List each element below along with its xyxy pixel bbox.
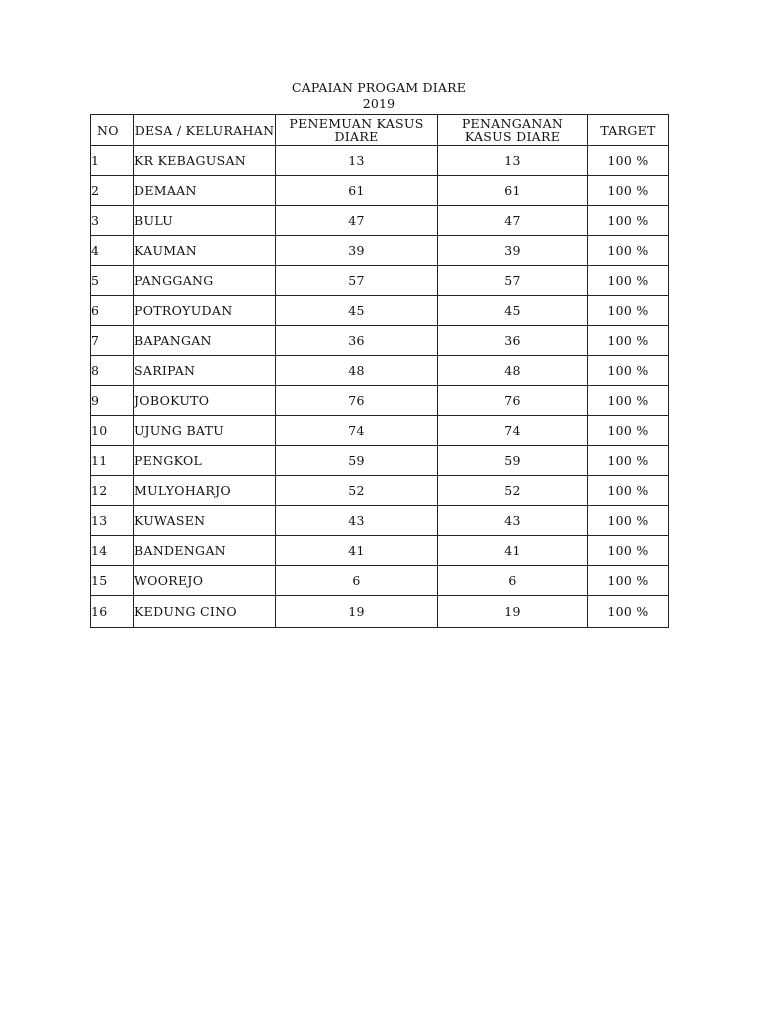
cell-target: 100 % (588, 536, 669, 566)
cell-target: 100 % (588, 506, 669, 536)
cell-target: 100 % (588, 146, 669, 176)
table-row (91, 506, 669, 536)
cell-no: 5 (91, 266, 134, 296)
cell-desa: PENGKOL (134, 446, 276, 476)
document-title: CAPAIAN PROGAM DIARE (291, 80, 467, 95)
cell-no: 9 (91, 386, 134, 416)
cell-target: 100 % (588, 566, 669, 596)
cell-desa: DEMAAN (134, 176, 276, 206)
table-row (91, 416, 669, 446)
cell-no: 1 (91, 146, 134, 176)
cell-penemuan: 61 (276, 176, 438, 206)
cell-desa: KUWASEN (134, 506, 276, 536)
cell-penemuan: 48 (276, 356, 438, 386)
cell-penanganan: 43 (438, 506, 588, 536)
cell-no: 2 (91, 176, 134, 206)
cell-desa: KEDUNG CINO (134, 596, 276, 628)
header-penanganan: PENANGANAN KASUS DIARE (438, 115, 588, 146)
cell-penemuan: 36 (276, 326, 438, 356)
table-row (91, 236, 669, 266)
cell-penanganan: 76 (438, 386, 588, 416)
cell-desa: KR KEBAGUSAN (134, 146, 276, 176)
cell-penemuan: 45 (276, 296, 438, 326)
cell-target: 100 % (588, 476, 669, 506)
table-row (91, 536, 669, 566)
cell-no: 12 (91, 476, 134, 506)
cell-desa: PANGGANG (134, 266, 276, 296)
cell-no: 6 (91, 296, 134, 326)
cell-penemuan: 47 (276, 206, 438, 236)
header-desa: DESA / KELURAHAN (134, 115, 276, 146)
cell-target: 100 % (588, 266, 669, 296)
cell-no: 15 (91, 566, 134, 596)
table-row (91, 476, 669, 506)
cell-penemuan: 59 (276, 446, 438, 476)
diare-table (90, 114, 669, 628)
cell-desa: BANDENGAN (134, 536, 276, 566)
table-row (91, 446, 669, 476)
table-row (91, 266, 669, 296)
cell-penanganan: 39 (438, 236, 588, 266)
header-penemuan: PENEMUAN KASUS DIARE (276, 115, 438, 146)
cell-penanganan: 36 (438, 326, 588, 356)
cell-target: 100 % (588, 326, 669, 356)
cell-target: 100 % (588, 236, 669, 266)
cell-penanganan: 59 (438, 446, 588, 476)
cell-target: 100 % (588, 446, 669, 476)
cell-penemuan: 52 (276, 476, 438, 506)
cell-target: 100 % (588, 416, 669, 446)
table-row (91, 596, 669, 628)
cell-desa: BAPANGAN (134, 326, 276, 356)
cell-penemuan: 76 (276, 386, 438, 416)
cell-desa: JOBOKUTO (134, 386, 276, 416)
document-year: 2019 (362, 96, 396, 111)
cell-target: 100 % (588, 206, 669, 236)
cell-no: 8 (91, 356, 134, 386)
cell-penemuan: 74 (276, 416, 438, 446)
cell-penemuan: 57 (276, 266, 438, 296)
cell-desa: UJUNG BATU (134, 416, 276, 446)
cell-no: 4 (91, 236, 134, 266)
table-header-row (91, 115, 669, 146)
table-row (91, 566, 669, 596)
cell-penanganan: 57 (438, 266, 588, 296)
cell-penemuan: 13 (276, 146, 438, 176)
table-row (91, 296, 669, 326)
cell-penanganan: 74 (438, 416, 588, 446)
cell-no: 3 (91, 206, 134, 236)
cell-target: 100 % (588, 356, 669, 386)
cell-penanganan: 41 (438, 536, 588, 566)
table-row (91, 356, 669, 386)
cell-penemuan: 43 (276, 506, 438, 536)
cell-penanganan: 48 (438, 356, 588, 386)
table-row (91, 176, 669, 206)
cell-penemuan: 41 (276, 536, 438, 566)
cell-penemuan: 39 (276, 236, 438, 266)
cell-penanganan: 45 (438, 296, 588, 326)
cell-penanganan: 19 (438, 596, 588, 628)
cell-penanganan: 61 (438, 176, 588, 206)
cell-penanganan: 52 (438, 476, 588, 506)
header-target: TARGET (588, 115, 669, 146)
cell-target: 100 % (588, 596, 669, 628)
cell-desa: WOOREJO (134, 566, 276, 596)
cell-target: 100 % (588, 176, 669, 206)
cell-penemuan: 6 (276, 566, 438, 596)
cell-target: 100 % (588, 296, 669, 326)
cell-desa: POTROYUDAN (134, 296, 276, 326)
cell-no: 13 (91, 506, 134, 536)
table-row (91, 146, 669, 176)
cell-no: 11 (91, 446, 134, 476)
cell-desa: BULU (134, 206, 276, 236)
table-row (91, 326, 669, 356)
cell-no: 14 (91, 536, 134, 566)
cell-desa: SARIPAN (134, 356, 276, 386)
cell-desa: MULYOHARJO (134, 476, 276, 506)
cell-penanganan: 6 (438, 566, 588, 596)
cell-no: 7 (91, 326, 134, 356)
cell-no: 10 (91, 416, 134, 446)
cell-penanganan: 13 (438, 146, 588, 176)
cell-penemuan: 19 (276, 596, 438, 628)
table-row (91, 206, 669, 236)
cell-desa: KAUMAN (134, 236, 276, 266)
table-row (91, 386, 669, 416)
cell-penanganan: 47 (438, 206, 588, 236)
header-no: NO (91, 115, 134, 146)
cell-no: 16 (91, 596, 134, 628)
cell-target: 100 % (588, 386, 669, 416)
